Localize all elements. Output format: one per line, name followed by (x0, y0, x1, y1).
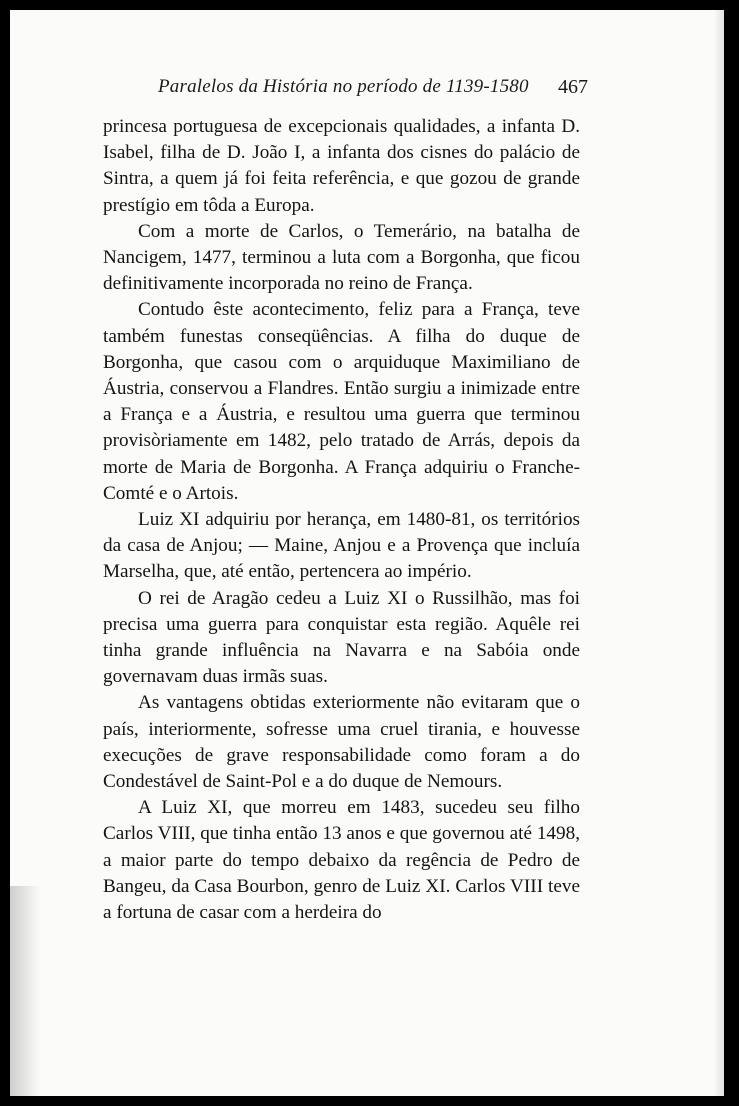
running-title: Paralelos da História no período de 1139-1580 (158, 76, 529, 97)
paragraph: Contudo êste acontecimento, feliz para a França, teve também funestas conseqüências. A filha do duque de Borgonha, que casou com o arquiduque Maximiliano de Áustria, conservou a Flandres. Então surgiu a inimizade entre a França e a Áustria, e resultou uma guerra que terminou provisòriamente em 1482, pelo tratado de Arrás, depois da morte de Maria de Borgonha. A França adquiriu o Franche-Comté e o Artois. (103, 299, 580, 504)
paragraph-continuation: princesa portuguesa de excepcionais qualidades, a infanta D. Isabel, filha de D. João I, a infanta dos cisnes do palácio de Sintra, a quem já foi feita referência, e que gozou de grande prestígio em tôda a Europa. (103, 116, 580, 216)
paragraph: Com a morte de Carlos, o Temerário, na batalha de Nancigem, 1477, terminou a luta com a Borgonha, que ficou definitivamente incorporada no reino de França. (103, 220, 580, 295)
scan-edge-shadow (714, 10, 724, 1096)
paragraph: As vantagens obtidas exteriormente não evitaram que o país, interiormente, sofresse uma cruel tirania, e houvesse execuções de grave responsabilidade como foram a do Condestável de Saint-Pol e a do duque de Nemours. (103, 692, 580, 793)
page-number: 467 (558, 76, 588, 98)
paragraph: Luiz XI adquiriu por herança, em 1480-81, os territórios da casa de Anjou; — Maine, Anjou e a Provença que incluía Marselha, que, até então, pertencera ao império. (103, 509, 580, 583)
paragraph: A Luiz XI, que morreu em 1483, sucedeu seu filho Carlos VIII, que tinha então 13 anos e que governou até 1498, a maior parte do tempo debaixo da regência de Pedro de Bangeu, da Casa Bourbon, genro de Luiz XI. Carlos VIII teve a fortuna de casar com a herdeira do (103, 797, 580, 924)
scan-shadow (10, 886, 40, 1096)
book-page (10, 10, 724, 1096)
body-text (103, 114, 580, 926)
paragraph: O rei de Aragão cedeu a Luiz XI o Russilhão, mas foi precisa uma guerra para conquistar esta região. Aquêle rei tinha grande influência na Navarra e na Sabóia onde governavam duas irmãs suas. (103, 587, 580, 688)
running-head (158, 68, 588, 104)
